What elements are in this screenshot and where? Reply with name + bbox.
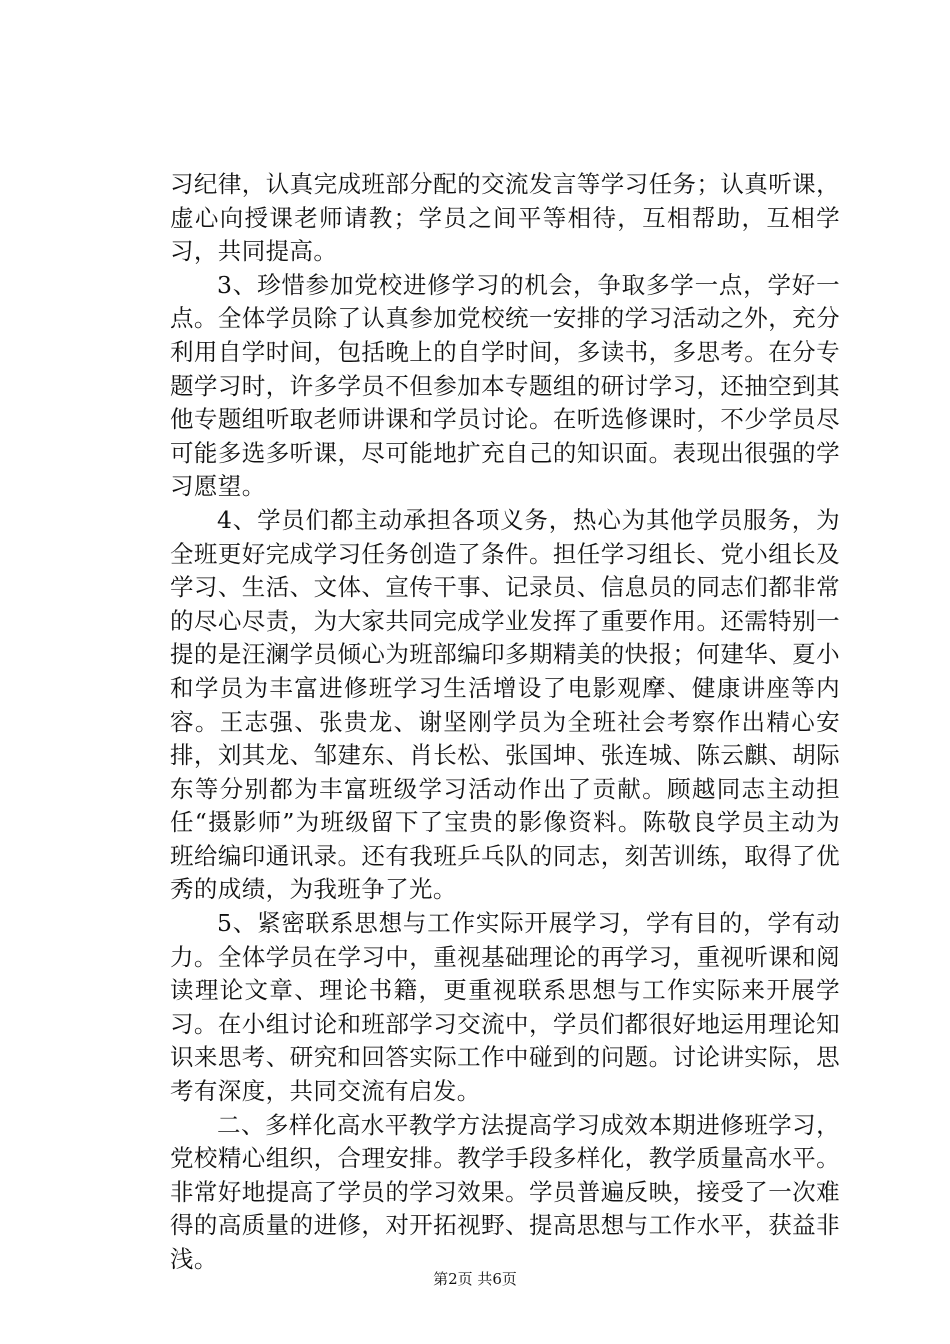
page-footer: 第2页 共6页 (433, 1270, 517, 1288)
paragraph-item-5: 5、紧密联系思想与工作实际开展学习，学有目的，学有动力。全体学员在学习中，重视基础理论的再学习，重视听课和阅读理论文章、理论书籍，更重视联系思想与工作实际来开展学习。在小组讨论和班部学习交流中，学员们都很好地运用理论知识来思考、研究和回答实际工作中碰到的问题。讨论讲实际，思考有深度，共同交流有启发。 (170, 909, 840, 1106)
document-body (170, 168, 840, 1277)
paragraph-item-4: 4、学员们都主动承担各项义务，热心为其他学员服务，为全班更好完成学习任务创造了条件。担任学习组长、党小组长及学习、生活、文体、宣传干事、记录员、信息员的同志们都非常的尽心尽责，为大家共同完成学业发挥了重要作用。还需特别一提的是汪澜学员倾心为班部编印多期精美的快报；何建华、夏小和学员为丰富进修班学习生活增设了电影观摩、健康讲座等内容。王志强、张贵龙、谢坚刚学员为全班社会考察作出精心安排，刘其龙、邹建东、肖长松、张国坤、张连城、陈云麒、胡际东等分别都为丰富班级学习活动作出了贡献。顾越同志主动担任“摄影师”为班级留下了宝贵的影像资料。陈敬良学员主动为班给编印通讯录。还有我班乒乓队的同志，刻苦训练，取得了优秀的成绩，为我班争了光。 (170, 505, 840, 904)
paragraph-section-2: 二、多样化高水平教学方法提高学习成效本期进修班学习，党校精心组织，合理安排。教学手段多样化，教学质量高水平。非常好地提高了学员的学习效果。学员普遍反映，接受了一次难得的高质量的进修，对开拓视野、提高思想与工作水平，获益非浅。 (170, 1110, 840, 1273)
paragraph-item-3: 3、珍惜参加党校进修学习的机会，争取多学一点，学好一点。全体学员除了认真参加党校统一安排的学习活动之外，充分利用自学时间，包括晚上的自学时间，多读书，多思考。在分专题学习时，许多学员不但参加本专题组的研讨学习，还抽空到其他专题组听取老师讲课和学员讨论。在听选修课时，不少学员尽可能多选多听课，尽可能地扩充自己的知识面。表现出很强的学习愿望。 (170, 270, 840, 501)
paragraph-continuation: 习纪律，认真完成班部分配的交流发言等学习任务；认真听课，虚心向授课老师请教；学员之间平等相待，互相帮助，互相学习，共同提高。 (170, 170, 840, 266)
